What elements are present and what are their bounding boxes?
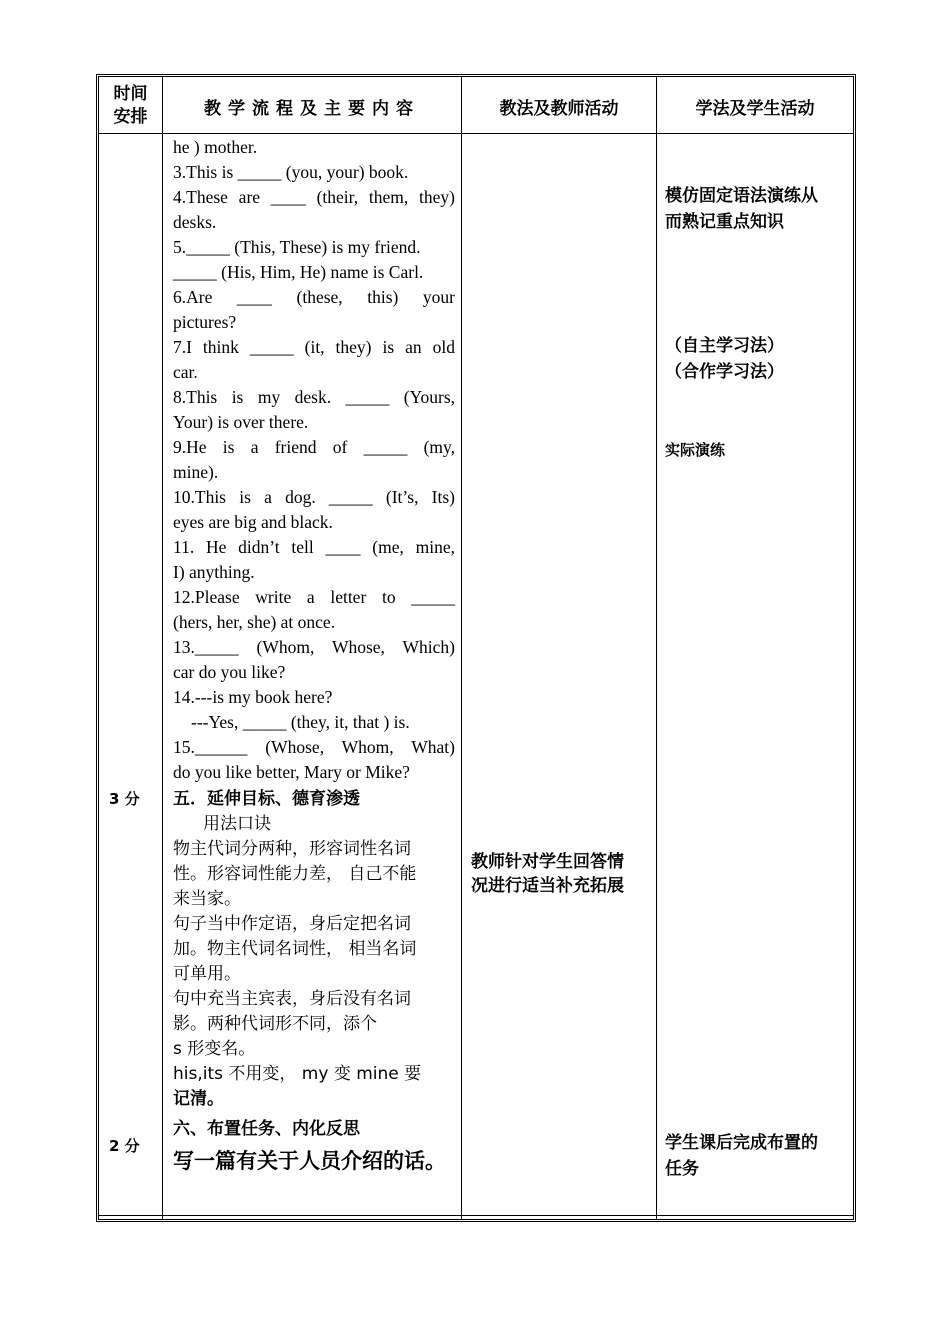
student-activity-line: 而熟记重点知识 [665, 212, 784, 232]
section-6-title: 六、布置任务、内化反思 [173, 1119, 360, 1139]
header-content: 教学流程及主要内容 [204, 98, 420, 119]
exercise-line: 3.This is _____ (you, your) book. [173, 162, 409, 182]
exercise-line: desks. [173, 212, 217, 232]
exercise-line: 12.Please write a letter to _____ [173, 587, 455, 607]
exercise-line: (hers, her, she) at once. [173, 612, 336, 632]
exercise-line: ---Yes, _____ (they, it, that ) is. [191, 712, 410, 732]
exercise-line: 9.He is a friend of _____ (my, [173, 437, 455, 457]
mnemonic-line: his,its 不用变， my 变 mine 要 [173, 1064, 422, 1084]
exercise-line: 5._____ (This, These) is my friend. [173, 237, 421, 257]
teacher-activity [471, 850, 655, 898]
student-activity-line: 学生课后完成布置的 [665, 1133, 818, 1153]
student-activity-imitate [665, 183, 851, 235]
exercise-line: 13._____ (Whom, Whose, Which) [173, 637, 455, 657]
mnemonic-line: 来当家。 [173, 889, 241, 909]
mnemonic-line: 可单用。 [173, 964, 241, 984]
teacher-activity-line: 况进行适当补充拓展 [471, 876, 624, 896]
mnemonic-line: s 形变名。 [173, 1039, 256, 1059]
exercise-line: 15.______ (Whose, Whom, What) [173, 737, 455, 757]
homework-task: 写一篇有关于人员介绍的话。 [173, 1149, 446, 1173]
time-2min: 2 分 [109, 1137, 140, 1155]
mnemonic-line: 加。物主代词名词性， 相当名词 [173, 939, 417, 959]
exercise-line: do you like better, Mary or Mike? [173, 762, 410, 782]
mnemonic-line: 物主代词分两种，形容词性名词 [173, 839, 411, 859]
section-5-title: 五．延伸目标、德育渗透 [173, 789, 360, 809]
exercise-line: car. [173, 362, 198, 382]
exercise-line: 14.---is my book here? [173, 687, 333, 707]
mnemonic-line: 记清。 [173, 1089, 224, 1109]
mnemonic-line: 影。两种代词形不同，添个 [173, 1014, 377, 1034]
header-time: 时间 安排 [113, 84, 148, 127]
mnemonic-line: 性。形容词性能力差， 自己不能 [173, 864, 417, 884]
exercise-line: Your) is over there. [173, 412, 309, 432]
student-activity-line: （自主学习法） [665, 336, 784, 356]
header-teacher: 教法及教师活动 [499, 98, 619, 119]
exercise-line: 10.This is a dog. _____ (It’s, Its) [173, 487, 455, 507]
student-activity-line: 模仿固定语法演练从 [665, 186, 818, 206]
exercise-line: 11. He didn’t tell ____ (me, mine, [173, 537, 455, 557]
bottom-divider [99, 1215, 853, 1216]
mnemonic-line: 用法口诀 [203, 814, 271, 834]
student-activity-methods [665, 333, 851, 385]
mnemonic-line: 句中充当主宾表，身后没有名词 [173, 989, 411, 1009]
exercise-line: 7.I think _____ (it, they) is an old [173, 337, 455, 357]
column-divider [656, 77, 657, 1219]
exercise-line: 6.Are ____ (these, this) your [173, 287, 455, 307]
lesson-plan-table [96, 74, 856, 1222]
exercise-line: car do you like? [173, 662, 286, 682]
exercise-line: _____ (His, Him, He) name is Carl. [173, 262, 424, 282]
student-activity-line: 任务 [665, 1159, 699, 1179]
time-3min: 3 分 [109, 790, 140, 808]
column-divider [162, 77, 163, 1219]
header-student: 学法及学生活动 [695, 98, 815, 119]
exercise-line: 4.These are ____ (their, them, they) [173, 187, 455, 207]
student-activity-homework [665, 1130, 851, 1182]
student-activity-line: （合作学习法） [665, 362, 784, 382]
exercise-line: 8.This is my desk. _____ (Yours, [173, 387, 455, 407]
column-divider [461, 77, 462, 1219]
exercise-line: mine). [173, 462, 219, 482]
student-activity-practice: 实际演练 [665, 441, 726, 459]
exercise-line: pictures? [173, 312, 237, 332]
exercise-line: eyes are big and black. [173, 512, 333, 532]
mnemonic-line: 句子当中作定语，身后定把名词 [173, 914, 411, 934]
exercise-line: he ) mother. [173, 137, 258, 157]
teacher-activity-line: 教师针对学生回答情 [471, 852, 624, 872]
exercise-line: I) anything. [173, 562, 255, 582]
